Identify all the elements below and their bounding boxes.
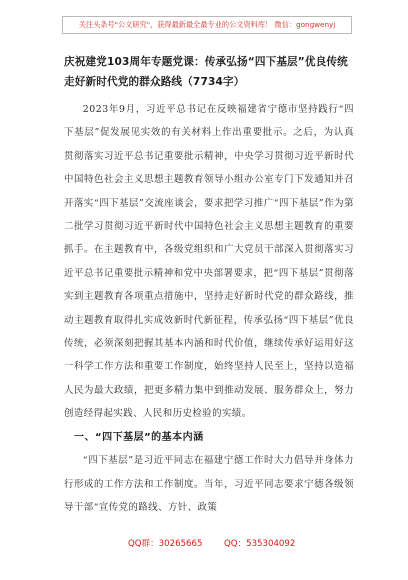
header-banner: 关注头条号"公文研究"，获得最新最全最专业的公文资料库！ 微信：gongwenyj — [62, 16, 352, 34]
qq-contact-label: QQ：535304092 — [224, 539, 296, 549]
document-body — [64, 98, 354, 519]
document-title: 庆祝建党103周年专题党课：传承弘扬“四下基层”优良传统走好新时代党的群众路线（7734字） — [64, 56, 348, 88]
qq-group-label: QQ群：30265665 — [128, 539, 203, 549]
footer-contacts — [0, 537, 408, 551]
section-paragraph: “四下基层”是习近平同志在福建宁德工作时大力倡导并身体力行形成的工作方法和工作制度。当年，习近平同志要求宁德各级领导干部“宣传党的路线、方针、政策 — [64, 455, 354, 513]
intro-paragraph: 2023年9月，习近平总书记在反映福建省宁德市坚持践行“四下基层”促发展见实效的有关材料上作出重要批示。之后，为认真贯彻落实习近平总书记重要批示精神，中央学习贯彻习近平新时代中国特色社会主义思想主题教育领导小组办公室专门下发通知并召开落实“四下基层”交流座谈会，要求把学习推广“四下基层”作为第二批学习贯彻习近平新时代中国特色社会主义思想主题教育的重要抓手。在主题教育中，各级党组织和广大党员干部深入贯彻落实习近平总书记重要批示精神和党中央部署要求，把“四下基层”贯彻落实到主题教育各项重点措施中，坚持走好新时代党的群众路线，推动主题教育取得扎实成效新时代新征程，传承弘扬“四下基层”优良传统，必须深刻把握其基本内涵和时代价值，继续传承好运用好这一科学工作方法和重要工作制度，始终坚持人民至上，坚持以造福人民为最大政绩，把更多精力集中到推动发展、服务群众上，努力创造经得起实践、人民和历史检验的实绩。 — [64, 104, 354, 420]
section-heading: 一、“四下基层”的基本内涵 — [74, 431, 204, 443]
